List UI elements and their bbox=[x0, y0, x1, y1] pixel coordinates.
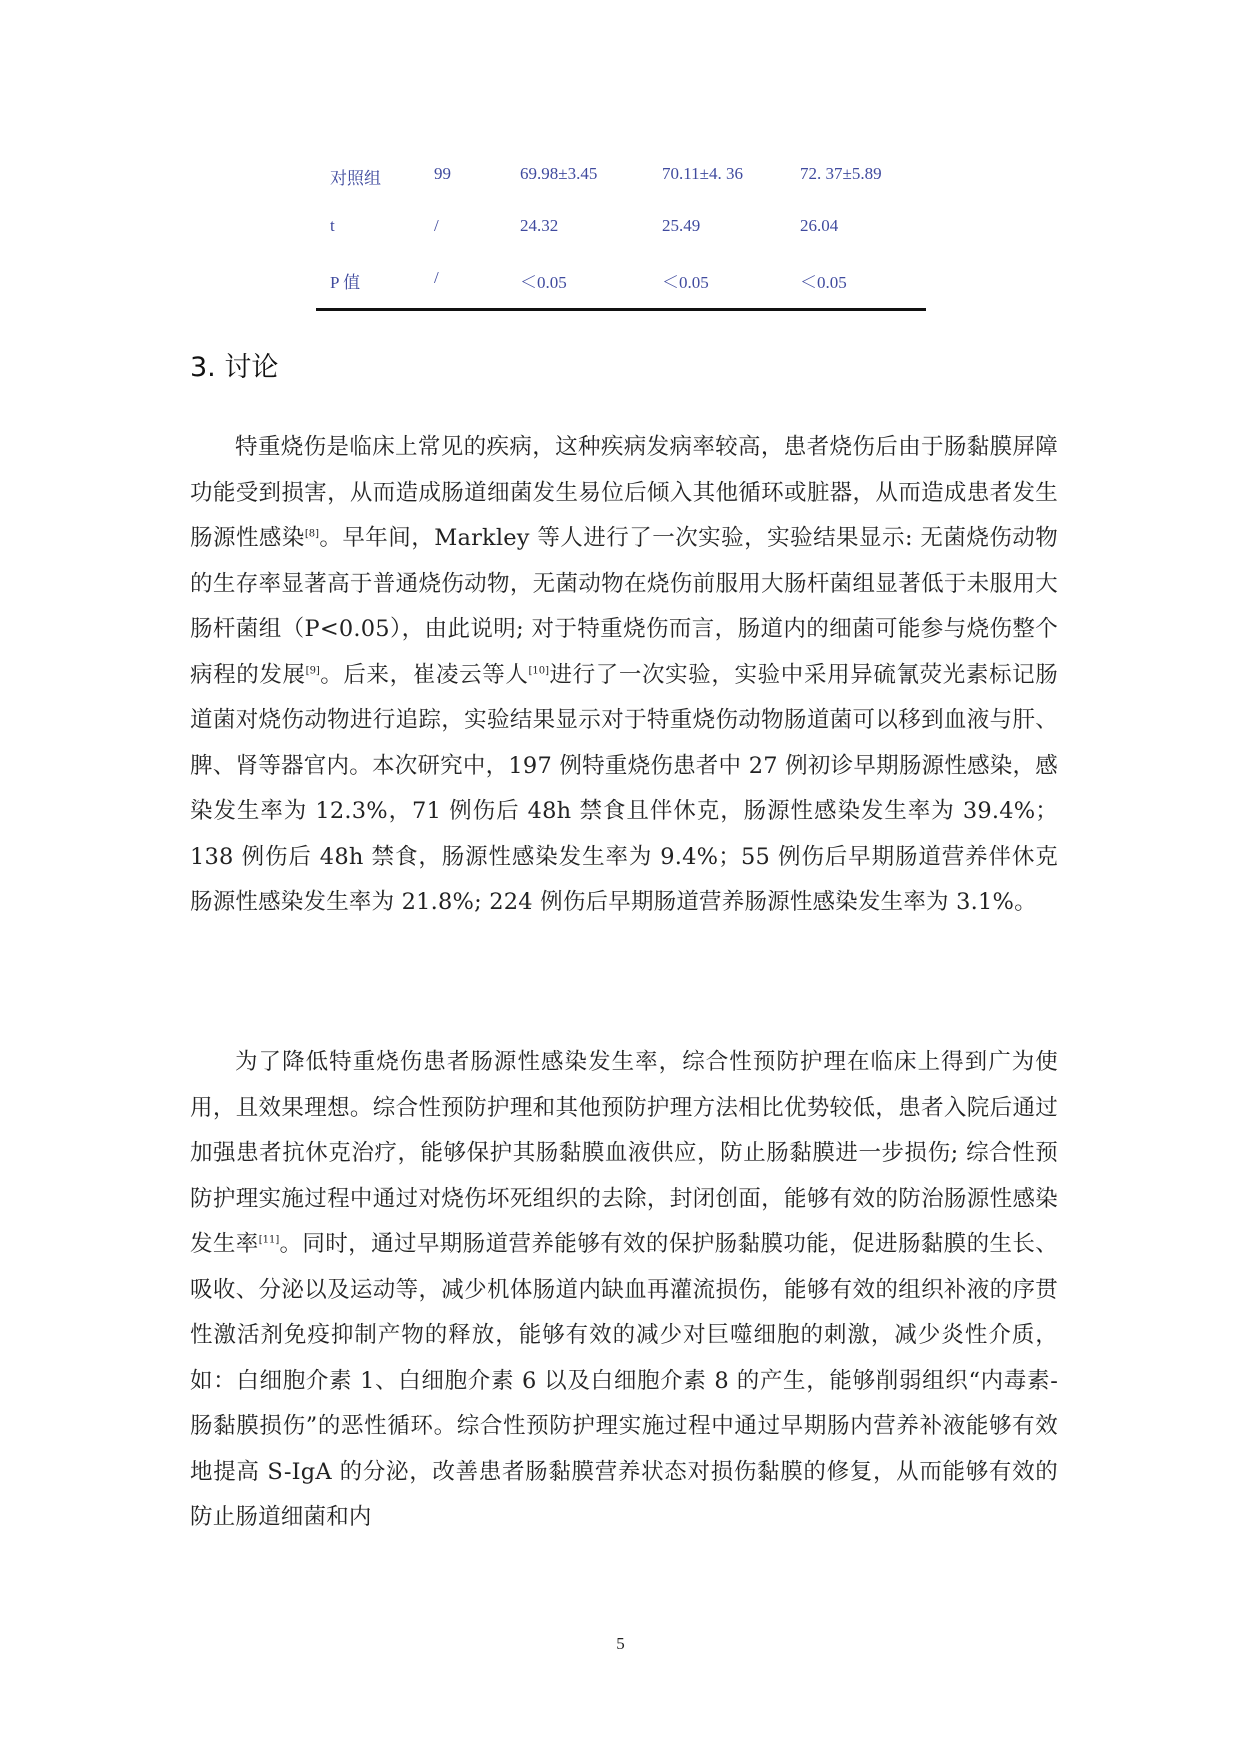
table-cell: ＜0.05 bbox=[800, 273, 847, 292]
citation-ref: [10] bbox=[528, 665, 550, 676]
table-cell: 99 bbox=[434, 164, 451, 183]
page-number: 5 bbox=[616, 1634, 625, 1653]
table-cell: P 值 bbox=[330, 273, 361, 292]
table-row bbox=[316, 202, 926, 254]
table-cell: 24.32 bbox=[520, 216, 559, 235]
paragraph-text: 。早年间，Markley 等人进行了一次实验，实验结果显示: 无菌烧伤动物的生存率显著高于普通烧伤动物，无菌动物在烧伤前服用大肠杆菌组显著低于未服用大肠杆菌组（P<0.05），由此说明; 对于特重烧伤而言，肠道内的细菌可能参与烧伤整个病程的发展 bbox=[190, 525, 1058, 688]
table-row bbox=[316, 150, 926, 202]
citation-ref: [11] bbox=[258, 1234, 280, 1246]
table-cell: 对照组 bbox=[330, 169, 381, 188]
paragraph-text: 进行了一次实验，实验中采用异硫氰荧光素标记肠道菌对烧伤动物进行追踪，实验结果显示对于特重烧伤动物肠道菌可以移到血液与肝、脾、肾等器官内。本次研究中，197 例特重烧伤患者中 27 例初诊早期肠源性感染，感染发生率为 12.3%，71 例伤后 48h 禁食且伴休克，肠源性感染发生率为 39.4%；138 例伤后 48h 禁食，肠源性感染发生率为 9.4%；55 例伤后早期肠道营养伴休克肠源性感染发生率为 21.8%; 224 例伤后早期肠道营养肠源性感染发生率为 3.1%。 bbox=[190, 661, 1058, 915]
table-cell: 26.04 bbox=[800, 216, 839, 235]
paragraph-text: 。后来，崔凌云等人 bbox=[319, 661, 529, 688]
paragraph-text: 特重烧伤是临床上常见的疾病，这种疾病发病率较高，患者烧伤后由于肠黏膜屏障功能受到损害，从而造成肠道细菌发生易位后倾入其他循环或脏器，从而造成患者发生肠源性感染 bbox=[190, 434, 1058, 551]
table-row bbox=[316, 254, 926, 306]
table-cell: t bbox=[330, 216, 335, 235]
paragraph-text: 为了降低特重烧伤患者肠源性感染发生率，综合性预防护理在临床上得到广为使用，且效果理想。综合性预防护理和其他预防护理方法相比优势较低，患者入院后通过加强患者抗休克治疗，能够保护其肠黏膜血液供应，防止肠黏膜进一步损伤; 综合性预防护理实施过程中通过对烧伤坏死组织的去除，封闭创面，能够有效的防治肠源性感染发生率 bbox=[190, 1049, 1058, 1257]
table-cell: 25.49 bbox=[662, 216, 701, 235]
body-paragraph bbox=[190, 1040, 1058, 1541]
citation-ref: [8] bbox=[304, 528, 320, 540]
citation-ref: [9] bbox=[305, 665, 320, 676]
table-bottom-rule bbox=[316, 308, 926, 311]
table-cell: ＜0.05 bbox=[662, 273, 709, 292]
section-heading: 3. 讨论 bbox=[190, 352, 279, 383]
table-cell: 72. 37±5.89 bbox=[800, 164, 882, 183]
table-cell: ＜0.05 bbox=[520, 273, 567, 292]
results-table bbox=[316, 150, 926, 306]
table-cell: 70.11±4. 36 bbox=[662, 164, 743, 183]
table-cell: 69.98±3.45 bbox=[520, 164, 598, 183]
body-paragraph bbox=[190, 425, 1058, 926]
table-cell: / bbox=[434, 268, 439, 287]
table-cell: / bbox=[434, 216, 439, 235]
paragraph-text: 。同时，通过早期肠道营养能够有效的保护肠黏膜功能，促进肠黏膜的生长、吸收、分泌以及运动等，减少机体肠道内缺血再灌流损伤，能够有效的组织补液的序贯性激活剂免疫抑制产物的释放，能够有效的减少对巨噬细胞的刺激，减少炎性介质，如：白细胞介素 1、白细胞介素 6 以及白细胞介素 8 的产生，能够削弱组织“内毒素-肠黏膜损伤”的恶性循环。综合性预防护理实施过程中通过早期肠内营养补液能够有效地提高 S-IgA 的分泌，改善患者肠黏膜营养状态对损伤黏膜的修复，从而能够有效的防止肠道细菌和内 bbox=[190, 1231, 1058, 1530]
